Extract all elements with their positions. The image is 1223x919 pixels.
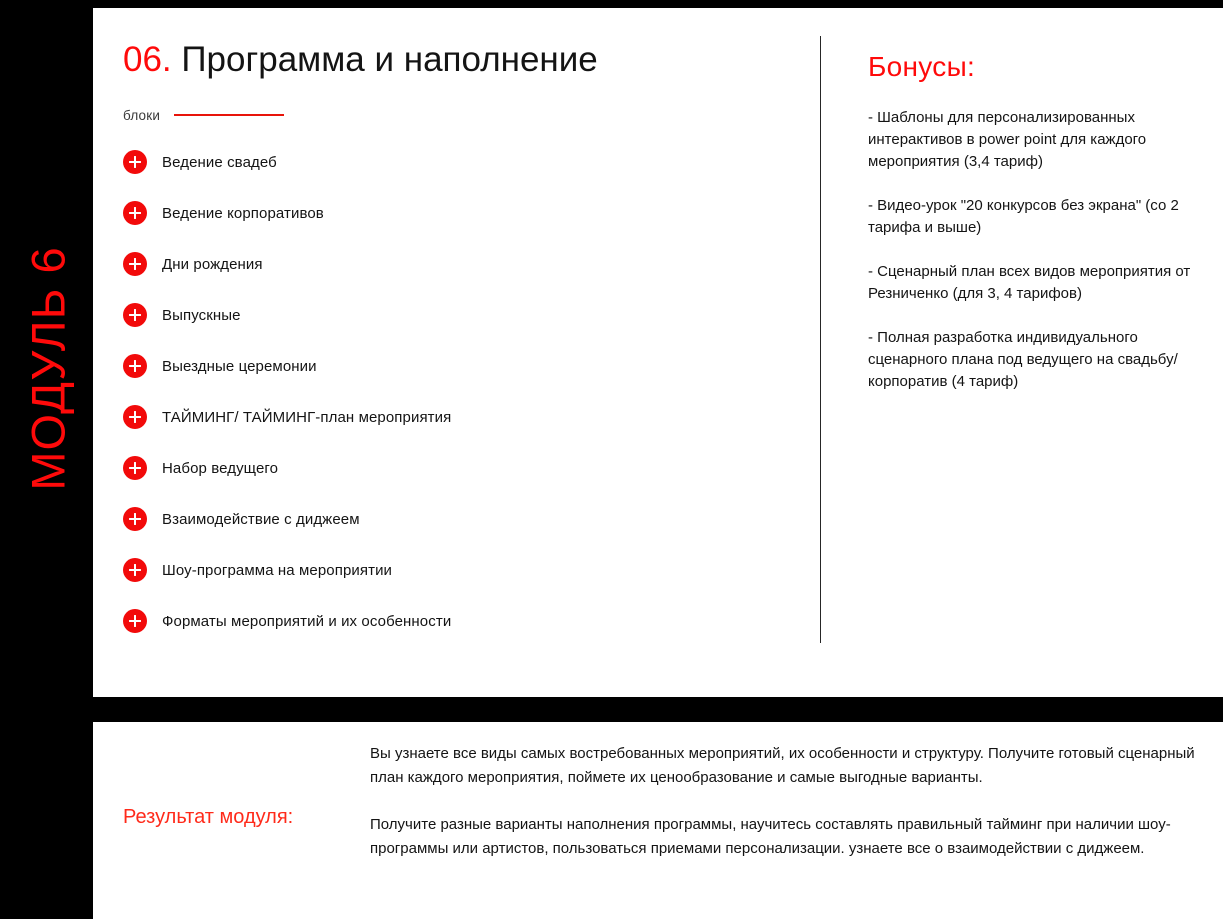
list-item[interactable] (123, 354, 813, 378)
list-item-label: Дни рождения (162, 255, 263, 273)
feature-list (123, 150, 813, 633)
bonus-list (868, 107, 1193, 393)
bonus-list-item: - Сценарный план всех видов мероприятия от Резниченко (для 3, 4 тарифов) (868, 263, 1191, 303)
list-item[interactable] (123, 303, 813, 327)
plus-icon[interactable] (123, 405, 147, 429)
list-item-label: Шоу-программа на мероприятии (162, 561, 393, 579)
result-paragraph: Вы узнаете все виды самых востребованных мероприятий, их особенности и структуру. Получите готовый сценарный план каждого мероприятия, поймете их ценообразование и самые выгодные варианты. (370, 745, 1195, 787)
list-item[interactable] (123, 507, 813, 531)
list-item[interactable] (123, 201, 813, 225)
bonus-list-item: - Шаблоны для персонализированных интерактивов в power point для каждого мероприятия (3,4 тариф) (868, 108, 1147, 170)
list-item-label: ТАЙМИНГ/ ТАЙМИНГ-план мероприятия (162, 408, 452, 426)
list-item[interactable] (123, 405, 813, 429)
content-panel-bottom (93, 722, 1223, 919)
list-item-label: Форматы мероприятий и их особенности (162, 612, 452, 630)
blocks-rule-divider (174, 114, 284, 116)
bonus-list-item: - Полная разработка индивидуального сценарного плана под ведущего на свадьбу/корпоратив (4 тариф) (868, 329, 1178, 391)
bonus-title: Бонусы: (868, 51, 976, 82)
bonus-list-item: - Видео-урок "20 конкурсов без экрана" (со 2 тарифа и выше) (868, 196, 1179, 236)
plus-icon[interactable] (123, 150, 147, 174)
plus-icon[interactable] (123, 507, 147, 531)
module-side-strip (0, 0, 93, 919)
result-body (370, 742, 1200, 884)
list-item-label: Выездные церемонии (162, 357, 317, 375)
program-column (123, 40, 813, 660)
list-item[interactable] (123, 252, 813, 276)
plus-icon[interactable] (123, 354, 147, 378)
blocks-heading (123, 106, 813, 124)
list-item-label: Взаимодействие с диджеем (162, 510, 360, 528)
module-label: МОДУЛЬ 6 (21, 246, 75, 491)
list-item-label: Набор ведущего (162, 459, 279, 477)
list-item-label: Выпускные (162, 306, 241, 324)
content-panel-top (93, 8, 1223, 697)
bonus-column (868, 52, 1193, 415)
list-item[interactable] (123, 609, 813, 633)
module-number: 06. (123, 40, 172, 79)
list-item-label: Ведение корпоративов (162, 204, 324, 222)
plus-icon[interactable] (123, 252, 147, 276)
plus-icon[interactable] (123, 558, 147, 582)
list-item-label: Ведение свадеб (162, 153, 277, 171)
list-item[interactable] (123, 456, 813, 480)
plus-icon[interactable] (123, 609, 147, 633)
column-divider (820, 36, 821, 643)
list-item[interactable] (123, 558, 813, 582)
blocks-label: блоки (123, 107, 161, 123)
page-title (123, 40, 813, 80)
plus-icon[interactable] (123, 303, 147, 327)
result-label: Результат модуля: (123, 806, 294, 828)
page-title-text: Программа и наполнение (181, 40, 598, 79)
plus-icon[interactable] (123, 456, 147, 480)
plus-icon[interactable] (123, 201, 147, 225)
result-paragraph: Получите разные варианты наполнения программы, научитесь составлять правильный тайминг при наличии шоу-программы или артистов, пользоваться приемами персонализации. узнаете все о взаимодействии с диджеем. (370, 815, 1171, 858)
list-item[interactable] (123, 150, 813, 174)
